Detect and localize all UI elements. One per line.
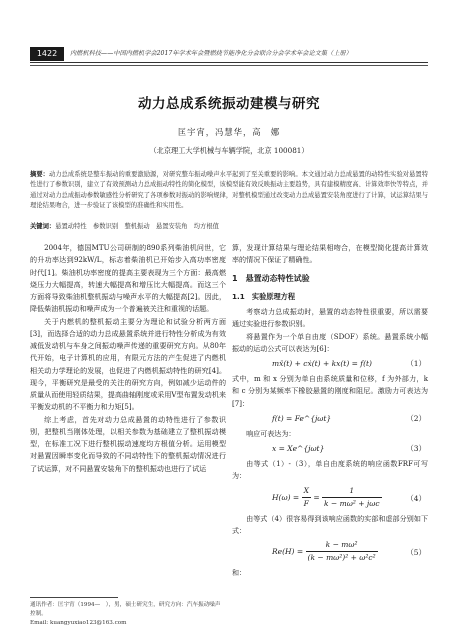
- paragraph: 由等式（4）很容易得到该响应函数的实部和虚部分别如下式：: [232, 513, 428, 535]
- left-column: [30, 242, 226, 475]
- keywords-text: 悬置动特性 参数识别 整机振动 悬置安装角 均方根值: [55, 223, 219, 230]
- equation-body: [272, 485, 382, 511]
- header-rule: [30, 62, 428, 63]
- footnote: [30, 601, 226, 628]
- equation-1: [232, 357, 428, 371]
- footnote-author: 通讯作者：匡宇宵（1994— ），男，硕士研究生，研究方向：汽车振动噪声控制。: [30, 602, 221, 617]
- abstract-text: 动力总成系统是整车振动的重要激励源，对研究整车振动噪声水平起到了至关重要的影响。本文通过动力总成悬置的动特性实验对悬置特性进行了参数识别，建立了有效预测动力总成振动特性的简化模型，该模型能有效反映振动主要趋势，具有建模精度高、计算效率快等特点，并通过对动力总成振动参数敏感性分析研究了各项参数对振动的影响规律，对整机模型通过改变动力总成悬置安装角度进行了计算，试运算结果与理论结果吻合，进一步验证了该模型的准确性和实用性。: [30, 171, 429, 209]
- equation-2: [232, 412, 428, 426]
- footnote-email: Email: kuangyuxiao123@163.com: [30, 620, 127, 626]
- denominator: F: [303, 498, 309, 508]
- footnote-rule: [30, 597, 118, 598]
- keywords-label: 关键词：: [30, 223, 56, 230]
- equation-number: （4）: [406, 493, 426, 503]
- paragraph: 由等式（1）-（3），单自由度系统的响应函数FRF可写为：: [232, 459, 428, 481]
- section-heading: 1 悬置动态特性试验: [232, 273, 310, 283]
- paragraph: 综上考虑，首先对动力总成悬置的动特性进行了参数识别，把整机当刚体处理，以相关参数为基础建立了整机振动模型，在标准工况下进行整机振动速度均方根值分析。运用模型对悬置因瞬率变化而导致的不同动特性下的整机振动情况进行了试运算，对不同悬置安装角下的整机振动也进行了试运: [30, 414, 226, 473]
- affiliation: （北京理工大学机械与车辆学院，北京 100081）: [149, 146, 309, 155]
- paper-title: 动力总成系统振动建模与研究: [138, 96, 320, 112]
- keywords: [30, 222, 428, 232]
- abstract: [30, 170, 428, 211]
- subsection-heading: 1.1 实验原理方程: [232, 291, 296, 301]
- right-column: [232, 242, 428, 579]
- paragraph: 算，发现计算结果与理论结果相吻合，在模型简化提高计算效率的情况下保证了精确性。: [232, 243, 428, 265]
- equation-number: （5）: [406, 548, 426, 557]
- equation-body: x = Xe^{jωt}: [272, 444, 325, 453]
- equation-3: [232, 442, 428, 456]
- paragraph: 和：: [232, 568, 247, 577]
- equation-body: mẍ(t) + cẋ(t) + kx(t) = f(t): [272, 359, 372, 368]
- authors: 匡宇宵，冯慧华，高 娜: [177, 127, 281, 137]
- fraction: [322, 485, 382, 511]
- equation-body: [272, 539, 378, 565]
- equation-4: [232, 485, 428, 511]
- eq-lhs: H(ω) =: [272, 492, 300, 502]
- paragraph: 式中，m 和 x 分别为单自由系统质量和位移，f 为外部力，k 和 c 分别为某频率下橡胶悬置的刚度和阻尼。激励力可表达为[7]：: [232, 374, 428, 408]
- denominator: (k − mω²)² + ω²c²: [307, 553, 376, 563]
- equation-number: （3）: [406, 444, 426, 453]
- denominator: k − mω² + jωc: [324, 498, 380, 508]
- equation-body: f(t) = Fe^{jωt}: [272, 413, 332, 423]
- page-number: 1422: [30, 47, 64, 61]
- paragraph: 考察动力总成振动时，悬置的动态特性很重要，所以需要通过实验进行参数识别。: [232, 307, 428, 329]
- equation-number: （1）: [406, 359, 426, 368]
- abstract-label: 摘要：: [30, 171, 49, 178]
- eq-equals: =: [313, 492, 320, 502]
- paragraph: 将悬置作为一个单自由度（SDOF）系统。悬置系统小幅振动的运动公式可以表达为[6]：: [232, 331, 428, 353]
- equation-number: （2）: [406, 413, 426, 423]
- header-rule-thin: [30, 65, 428, 66]
- numerator: 1: [322, 485, 382, 498]
- running-title: 内燃机科技——中国内燃机学会2017年学术年会暨燃烧节能净化分会联合分会学术年会论文集（上册）: [70, 50, 352, 57]
- fraction: [302, 485, 311, 511]
- paragraph: 2004年，德国MTU公司研制的890系列柴油机问世，它的升功率达到92kW/L，标志着柴油机已开始步入高功率密度时代[1]。柴油机功率密度的提高主要表现为三个方面：最高燃烧压力大幅提高，转速大幅提高和增压比大幅提高。而这三个方面将导致柴油机整机振动与噪声水平的大幅提高[2]。因此，降低柴油机振动和噪声成为一个普遍被关注和重视的话题。: [30, 243, 226, 314]
- numerator: k − mω²: [306, 539, 378, 552]
- eq-lhs: Re(H) =: [272, 546, 304, 556]
- fraction: [306, 539, 378, 565]
- numerator: X: [302, 485, 311, 498]
- paragraph: 响应可表达为：: [246, 428, 296, 438]
- equation-5: [232, 539, 428, 565]
- paragraph: 关于内燃机的整机振动主要分为理论和试验分析两方面[3]，而选择合适的动力总成悬置系统并进行特性分析成为有效减低发动机与车身之间振动噪声传递的重要研究方向。从80年代开始，电子计算机的应用，有限元方法的产生促进了内燃机相关动力学理论的发展，也促进了内燃机振动特性的研究[4]。现今，平衡研究是最受的关注的研究方向，例如减少运动件的质量从而使用轻质结果，提高曲轴刚度或采用V型布置发动机来平衡发动机的不平衡力和力矩[5]。: [30, 316, 226, 412]
